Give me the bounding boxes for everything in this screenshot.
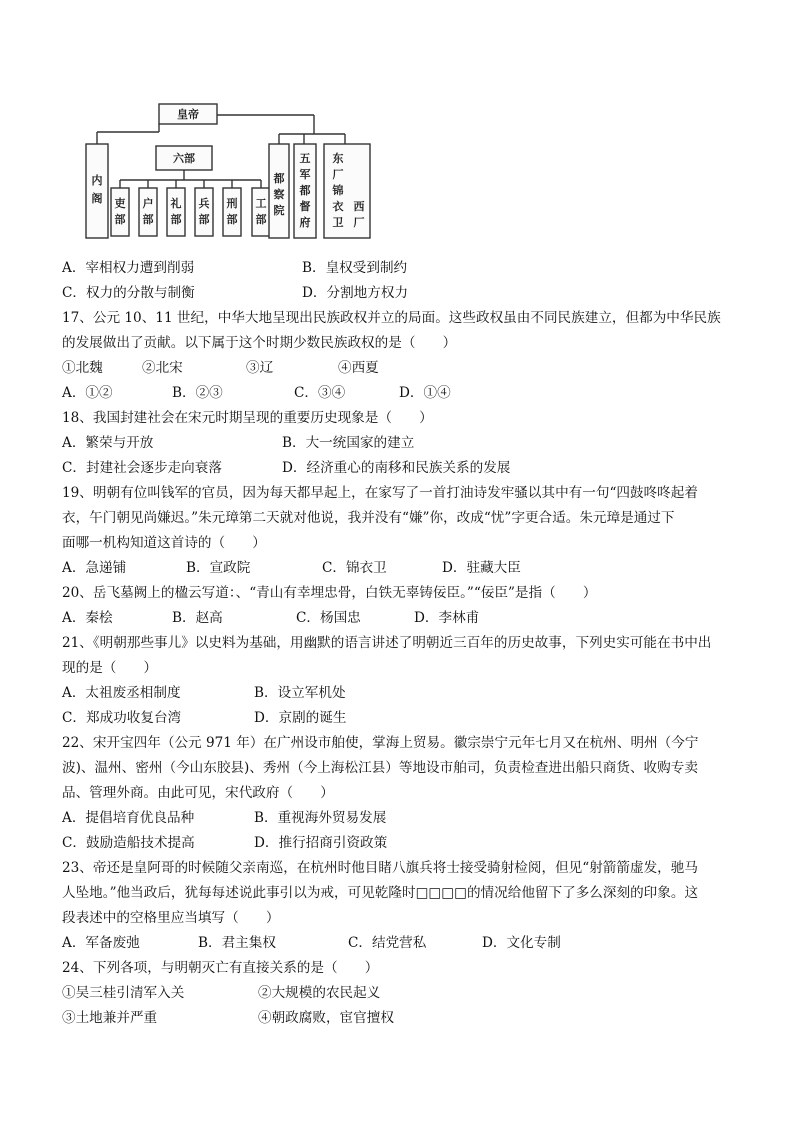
- q16-option-d[interactable]: D．分割地方权力: [302, 285, 409, 301]
- q22-option-c[interactable]: C．鼓励造船技术提高: [62, 835, 195, 851]
- q24-items-row-2: [62, 1006, 742, 1031]
- svg-text:督: 督: [299, 200, 311, 213]
- svg-text:礼: 礼: [170, 197, 182, 210]
- q16-options-row-1: [62, 256, 742, 281]
- q23-option-a[interactable]: A．军备废弛: [62, 935, 140, 951]
- svg-text:部: 部: [170, 213, 182, 226]
- q17-item-1: ①北魏: [62, 360, 103, 376]
- q17-item-2: ②北宋: [142, 360, 183, 376]
- svg-text:衣: 衣: [332, 200, 344, 213]
- svg-text:府: 府: [299, 216, 311, 229]
- q21-option-c[interactable]: C．郑成功收复台湾: [62, 710, 182, 726]
- q19-stem-line-2: 衣，午门朝见尚嫌迟。”朱元璋第二天就对他说，我并没有“嫌”你，改成“忧”字更合适。朱元璋是通过下: [62, 510, 675, 526]
- q19-option-d[interactable]: D．驻藏大臣: [442, 560, 521, 576]
- q21-option-d[interactable]: D．京剧的诞生: [254, 710, 347, 726]
- svg-text:察: 察: [273, 188, 285, 201]
- q21-options-row-2: [62, 706, 742, 731]
- q17-option-a[interactable]: A．①②: [62, 385, 113, 401]
- q19-option-c[interactable]: C．锦衣卫: [322, 560, 387, 576]
- q20-option-c[interactable]: C．杨国忠: [296, 610, 361, 626]
- q18-stem: 18、我国封建社会在宋元时期呈现的重要历史现象是（ ）: [62, 410, 433, 426]
- svg-text:阁: 阁: [91, 192, 103, 205]
- q18-option-b[interactable]: B．大一统国家的建立: [282, 435, 415, 451]
- q23-option-c[interactable]: C．结党营私: [348, 935, 427, 951]
- q22-stem-line-3: 品、管理外商。由此可见，宋代政府（ ）: [62, 785, 334, 801]
- svg-text:工: 工: [255, 197, 267, 210]
- svg-text:部: 部: [226, 213, 238, 226]
- q23-stem-line-1: 23、帝还是皇阿哥的时候随父亲南巡，在杭州时他目睹八旗兵将士接受骑射检阅，但见“射箭箭虚发，驰马: [62, 860, 698, 876]
- q17-items: [62, 356, 742, 381]
- q19-option-a[interactable]: A．急递铺: [62, 560, 127, 576]
- q20-option-a[interactable]: A．秦桧: [62, 610, 113, 626]
- q23-option-b[interactable]: B．君主集权: [198, 935, 276, 951]
- svg-text:西: 西: [353, 200, 365, 213]
- ministry-boxes: [111, 188, 270, 236]
- svg-text:五: 五: [299, 152, 311, 165]
- svg-text:内: 内: [91, 174, 103, 187]
- q22-stem-line-2: 波)、温州、密州（今山东胶县)、秀州（今上海松江县）等地设市舶司，负责检查进出船只商货、收购专卖: [62, 760, 698, 776]
- q16-option-a[interactable]: A．宰相权力遭到削弱: [62, 260, 195, 276]
- q24-item-2: ②大规模的农民起义: [258, 985, 381, 1001]
- svg-text:都: 都: [299, 184, 311, 197]
- duchayuan-box: [269, 144, 289, 238]
- q17-option-d[interactable]: D．①④: [399, 385, 451, 401]
- q23-option-d[interactable]: D．文化专制: [482, 935, 561, 951]
- q18-options-row-2: [62, 456, 742, 481]
- q17-item-4: ④西夏: [338, 360, 379, 376]
- six-ministries-label: 六部: [173, 152, 195, 165]
- q24-stem: 24、下列各项，与明朝灭亡有直接关系的是（ ）: [62, 960, 379, 976]
- q21-stem-line-1: 21、《明朝那些事儿》以史料为基础，用幽默的语言讲述了明朝近三百年的历史故事，下列史实可能在书中出: [62, 635, 712, 651]
- svg-text:部: 部: [198, 213, 210, 226]
- q23-options: [62, 931, 742, 956]
- q18-options-row-1: [62, 431, 742, 456]
- q20-options: [62, 606, 742, 631]
- emperor-box: [159, 104, 217, 124]
- q23-stem-line-3: 段表述中的空格里应当填写（ ）: [62, 910, 280, 926]
- svg-text:部: 部: [114, 213, 126, 226]
- q20-stem: 20、岳飞墓阙上的楹云写道：、“青山有幸埋忠骨，白铁无辜铸佞臣。”“佞臣”是指（ ）: [62, 585, 597, 601]
- q22-option-a[interactable]: A．提倡培育优良品种: [62, 810, 195, 826]
- ming-government-diagram: [84, 96, 374, 242]
- q24-item-3: ③土地兼并严重: [62, 1010, 158, 1026]
- q22-options-row-1: [62, 806, 742, 831]
- wujun-box: [294, 144, 316, 238]
- org-chart-svg: [84, 96, 374, 242]
- q22-option-b[interactable]: B．重视海外贸易发展: [254, 810, 387, 826]
- svg-text:刑: 刑: [226, 197, 238, 210]
- q16-option-c[interactable]: C．权力的分散与制衡: [62, 285, 195, 301]
- six-ministries-box: [156, 146, 212, 170]
- svg-text:吏: 吏: [114, 197, 126, 210]
- q17-options: [62, 381, 742, 406]
- q18-option-c[interactable]: C．封建社会逐步走向衰落: [62, 460, 222, 476]
- q20-option-b[interactable]: B．赵高: [172, 610, 223, 626]
- q23-stem-line-2: 人坠地。”他当政后，犹每每述说此事引以为戒，可见乾隆时□□□□的情况给他留下了多么深刻的印象。这: [62, 885, 699, 901]
- svg-text:部: 部: [255, 213, 267, 226]
- q19-stem-line-1: 19、明朝有位叫钱军的官员，因为每天都早起上，在家写了一首打油诗发牢骚以其中有一句“四鼓咚咚起着: [62, 485, 698, 501]
- q22-options-row-2: [62, 831, 742, 856]
- q21-options-row-1: [62, 681, 742, 706]
- svg-text:锦: 锦: [332, 184, 344, 197]
- q21-option-b[interactable]: B．设立军机处: [254, 685, 346, 701]
- svg-text:兵: 兵: [198, 197, 210, 210]
- q22-stem-line-1: 22、宋开宝四年（公元 971 年）在广州设市舶使，掌海上贸易。徽宗崇宁元年七月又在杭州、明州（今宁: [62, 735, 699, 751]
- q17-stem-line-2: 的发展做出了贡献。以下属于这个时期少数民族政权的是（ ）: [62, 335, 457, 351]
- q24-item-1: ①吴三桂引清军入关: [62, 985, 185, 1001]
- svg-text:部: 部: [142, 213, 154, 226]
- q16-options-row-2: [62, 281, 742, 306]
- emperor-label: 皇帝: [177, 108, 199, 121]
- q20-option-d[interactable]: D．李林甫: [414, 610, 480, 626]
- q19-option-b[interactable]: B．宣政院: [186, 560, 251, 576]
- q21-stem-line-2: 现的是（ ）: [62, 660, 158, 676]
- q17-stem-line-1: 17、公元 10、11 世纪，中华大地呈现出民族政权并立的局面。这些政权虽由不同民族建立，但都为中华民族: [62, 310, 721, 326]
- q17-item-3: ③辽: [246, 360, 274, 376]
- neige-box: [86, 144, 108, 238]
- q17-option-b[interactable]: B．②③: [172, 385, 223, 401]
- q19-options: [62, 556, 742, 581]
- svg-text:军: 军: [299, 168, 311, 181]
- svg-text:东: 东: [332, 152, 344, 165]
- svg-text:院: 院: [273, 204, 285, 217]
- q21-option-a[interactable]: A．太祖废丞相制度: [62, 685, 181, 701]
- q22-option-d[interactable]: D．推行招商引资政策: [254, 835, 388, 851]
- svg-text:厂: 厂: [353, 216, 365, 229]
- q16-option-b[interactable]: B．皇权受到制约: [302, 260, 408, 276]
- svg-text:卫: 卫: [332, 216, 344, 229]
- svg-text:都: 都: [273, 172, 285, 185]
- question-list: [62, 256, 742, 1031]
- q17-option-c[interactable]: C．③④: [294, 385, 346, 401]
- svg-text:户: 户: [142, 197, 154, 210]
- q18-option-d[interactable]: D．经济重心的南移和民族关系的发展: [282, 460, 511, 476]
- q19-stem-line-3: 面哪一机构知道这首诗的（ ）: [62, 535, 266, 551]
- spy-orgs-box: [324, 144, 370, 238]
- q24-items-row-1: [62, 981, 742, 1006]
- q18-option-a[interactable]: A．繁荣与开放: [62, 435, 154, 451]
- svg-text:厂: 厂: [332, 168, 344, 181]
- q24-item-4: ④朝政腐败，宦官擅权: [258, 1010, 394, 1026]
